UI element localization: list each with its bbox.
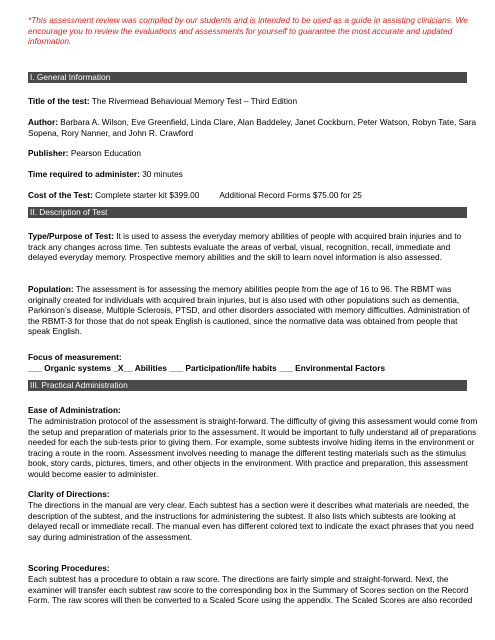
- cost-label: Cost of the Test:: [28, 190, 93, 200]
- disclaimer-note: *This assessment review was compiled by our students and is intended to be used as a guide in assisting clinicians. We encourage you to review the evaluations and assessments for yourself to guarantee the most accurate and updated information.: [28, 15, 468, 47]
- clarity-value: The directions in the manual are very clear. Each subtest has a section were it describes what materials are needed, the description of the subtest, and the instructions for administering the subtest. It also lists which subtests are looking at delayed recall or immediate recall. The manual even has different colored text to indicate the exact phrases that you need say during administration of the assessment.: [28, 500, 474, 542]
- purpose-value: It is used to assess the everyday memory abilities of people with acquired brain injuries and to track any changes across time. Ten subtests evaluate the areas of verbal, visual, recognition, recall, immediate and delayed everyday memory. Prospective memory abilities and the skill to learn novel information is also assessed.: [28, 231, 462, 263]
- cost-value-forms: Additional Record Forms $75.00 for 25: [219, 190, 362, 200]
- time-line: [28, 169, 480, 180]
- time-value: 30 minutes: [139, 169, 183, 179]
- publisher-value: Pearson Education: [68, 148, 141, 158]
- population-label: Population:: [28, 284, 74, 294]
- cost-value-kit: Complete starter kit $399.00: [92, 190, 200, 200]
- author-block: [28, 117, 480, 138]
- ease-value: The administration protocol of the assessment is straight-forward. The difficulty of giving this assessment would come from the setup and preparation of materials prior to the assessment. It would be important to fully understand all of preparations needed for each the sub-tests prior to giving them. For example, some subtests involve hiding items in the environment or tracing a route in the room. Assessment involves needing to manage the different testing materials such as the stimulus book, story cards, pictures, timers, and other objects in the environment. With practice and preparation, this assessment would become easier to administer.: [28, 416, 478, 479]
- cost-line: [28, 190, 480, 201]
- clarity-label: Clarity of Directions:: [28, 489, 110, 499]
- population-block: [28, 284, 480, 337]
- focus-label: Focus of measurement:: [28, 352, 122, 362]
- author-value: Barbara A. Wilson, Eve Greenfield, Linda Clare, Alan Baddeley, Janet Cockburn, Peter Watson, Robyn Tate, Sara Sopena, Rory Nanner, and John R. Crawford: [28, 117, 477, 138]
- test-title-value: The Rivermead Behavioual Memory Test – Third Edition: [89, 96, 298, 106]
- author-label: Author:: [28, 117, 58, 127]
- publisher-label: Publisher:: [28, 148, 69, 158]
- publisher-line: [28, 148, 480, 159]
- section-header-description: II. Description of Test: [28, 207, 467, 218]
- scoring-value: Each subtest has a procedure to obtain a raw score. The directions are fairly simple and straight-forward. Next, the examiner will transfer each subtest raw score to the corresponding box in the Summary of Scores section on the Record Form. The raw scores will then be converted to a Scaled Score using the appendix. The Scaled Scores are also recorded: [28, 574, 473, 606]
- focus-options: ___ Organic systems _X__ Abilities ___ Participation/life habits ___ Environmental Factors: [28, 363, 386, 373]
- test-title-line: [28, 96, 480, 107]
- population-value: The assessment is for assessing the memory abilities people from the age of 16 to 96. The RBMT was originally created for individuals with acquired brain injuries, but is also used with other populations such as dementia, Parkinson’s disease, Multiple Sclerosis, PTSD, and other disorders associated with memory difficulties. Administration of the RBMT-3 for those that do not speak English is cautioned, since the normative data was obtained from people that speak English.: [28, 284, 470, 337]
- purpose-label: Type/Purpose of Test:: [28, 231, 114, 241]
- section-header-general: I. General Information: [28, 72, 467, 83]
- section-header-practical: III. Practical Administration: [28, 380, 467, 391]
- test-title-label: Title of the test:: [28, 96, 90, 106]
- scoring-label: Scoring Procedures:: [28, 563, 110, 573]
- purpose-block: [28, 231, 480, 263]
- ease-label: Ease of Administration:: [28, 405, 121, 415]
- time-label: Time required to administer:: [28, 169, 140, 179]
